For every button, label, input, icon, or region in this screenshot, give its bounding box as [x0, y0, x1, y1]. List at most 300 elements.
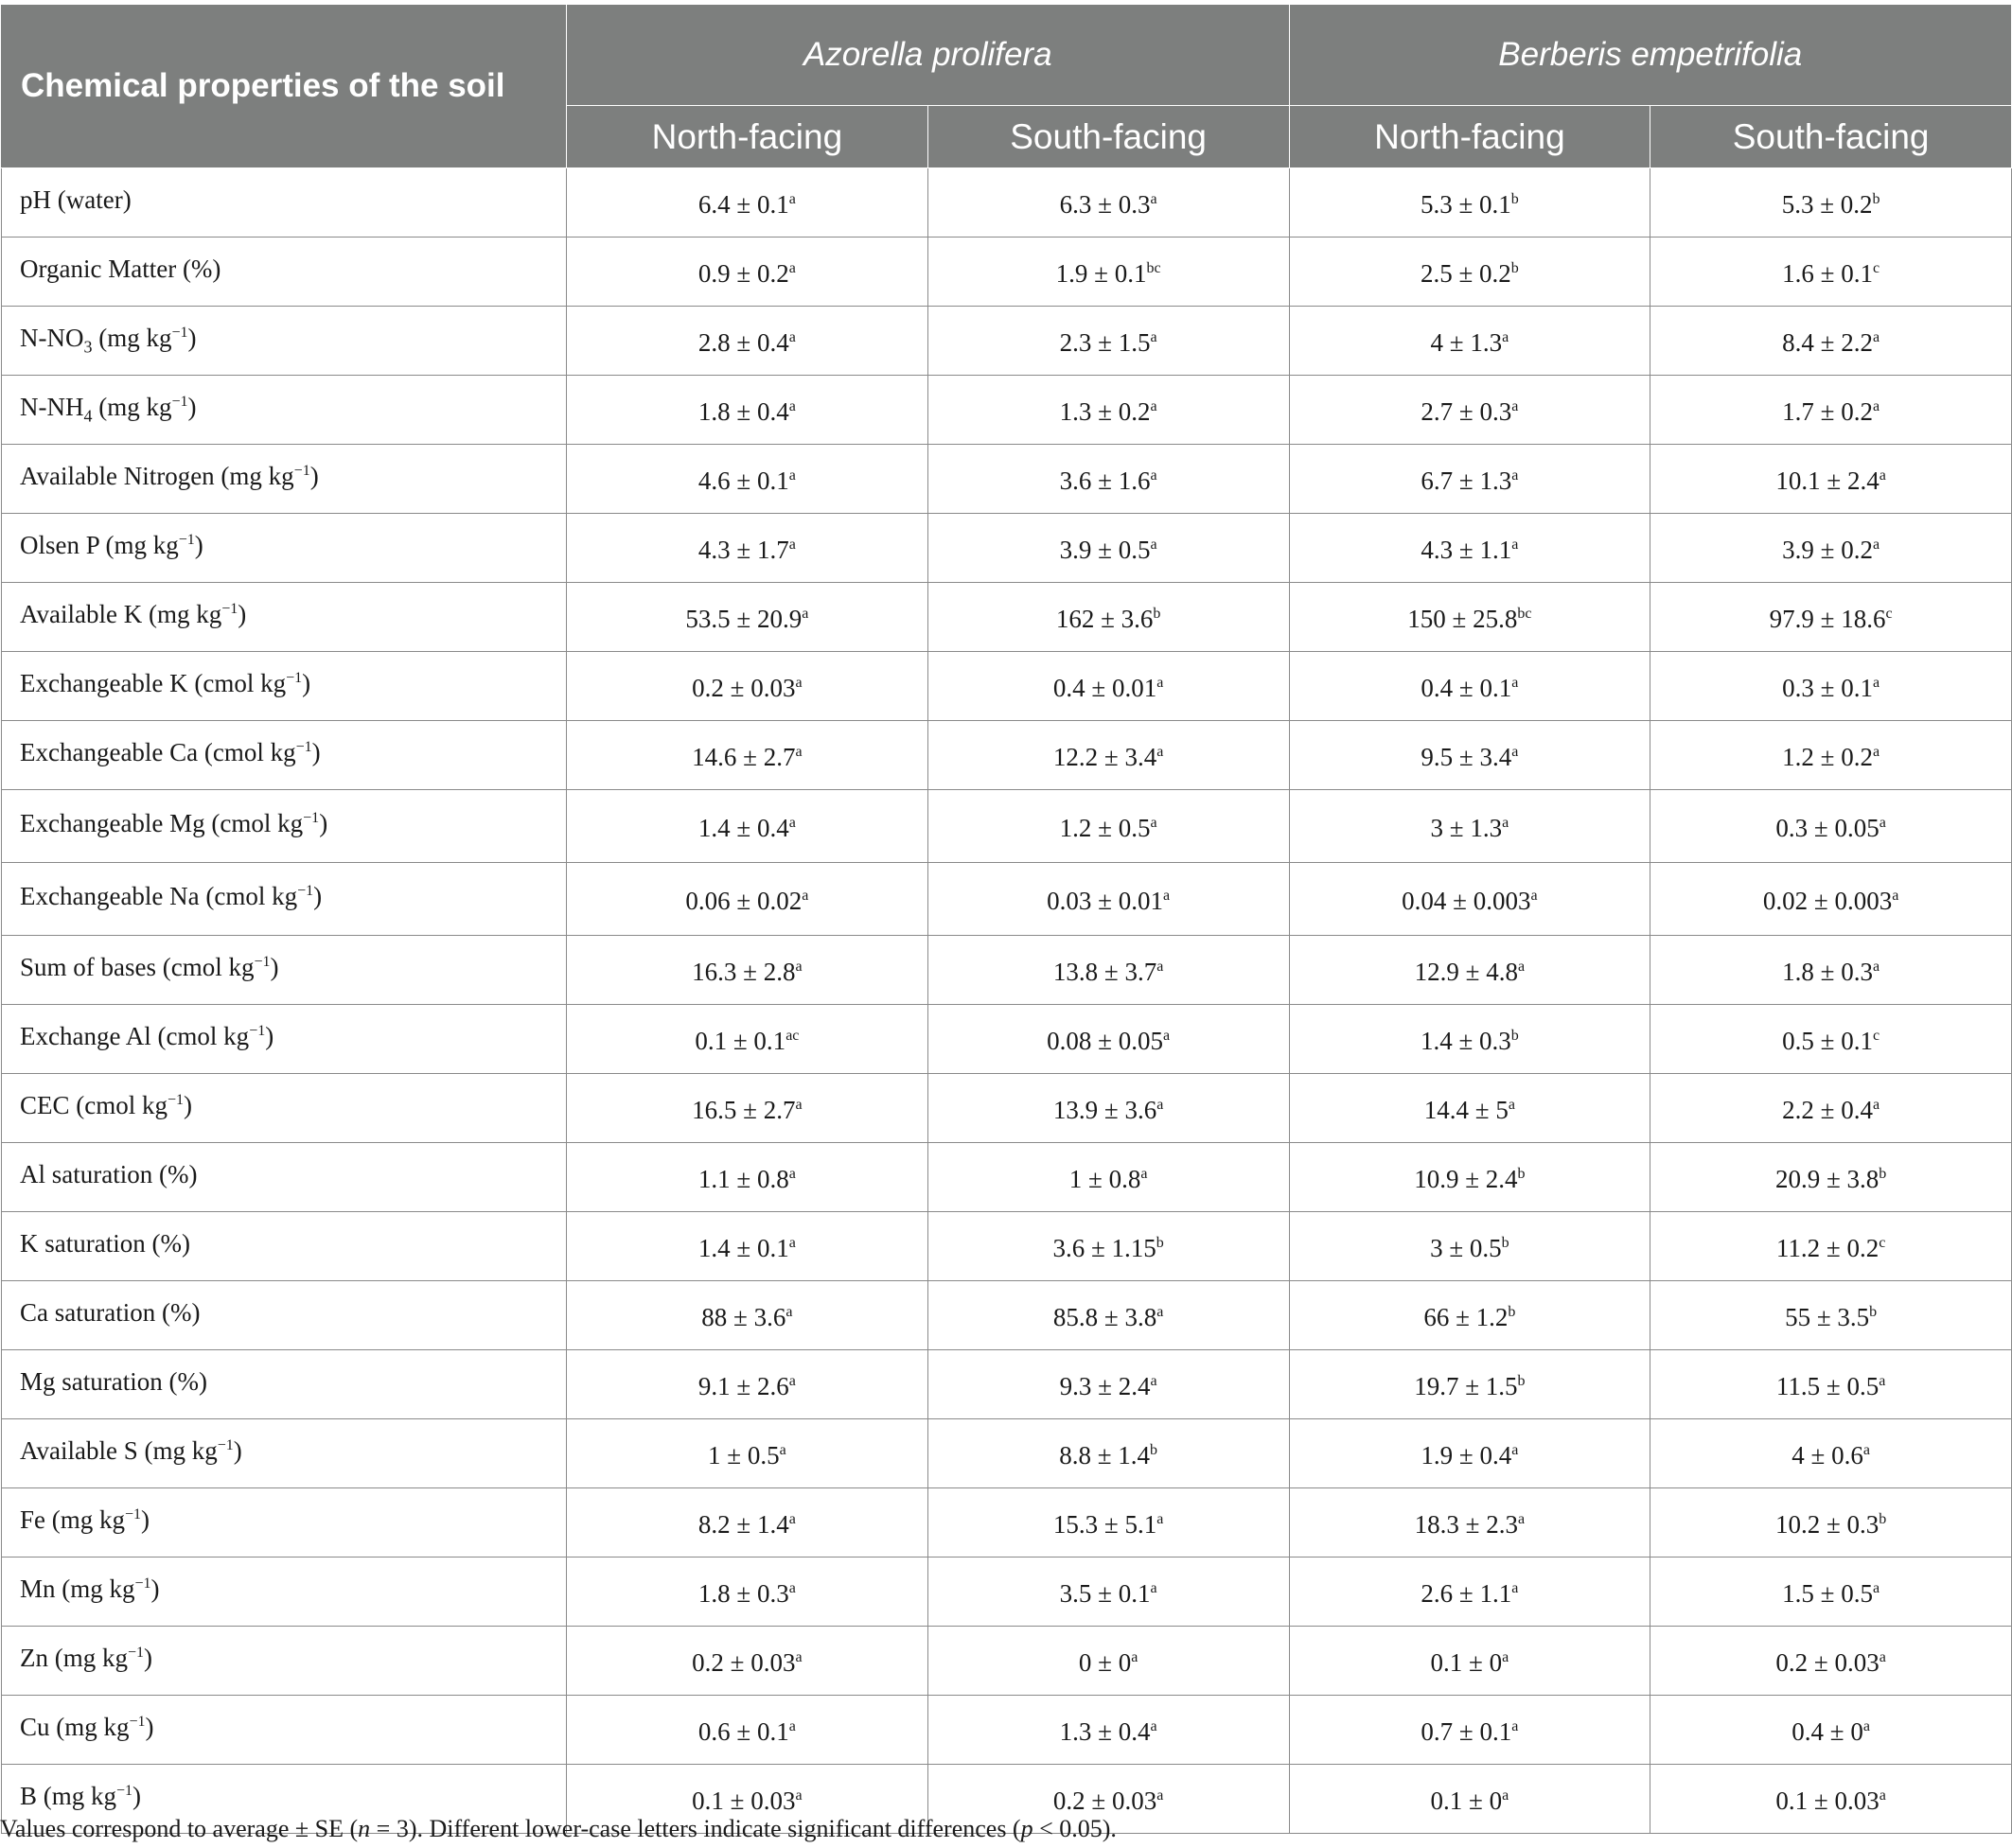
significance-letter: a	[1872, 397, 1880, 414]
significance-letter: a	[1502, 1786, 1509, 1804]
label-superscript: −1	[286, 669, 303, 686]
cell-value: 15.3 ± 5.1	[1052, 1509, 1157, 1539]
significance-letter: a	[1156, 743, 1164, 760]
significance-letter: a	[1150, 1717, 1157, 1734]
label-text: (mg kg	[92, 392, 172, 421]
significance-letter: a	[1150, 536, 1157, 553]
value-cell	[567, 1350, 928, 1419]
significance-letter: a	[1150, 466, 1157, 484]
cell-value: 0.06 ± 0.02	[685, 886, 803, 915]
label-superscript: −1	[297, 882, 314, 899]
significance-letter: a	[1517, 958, 1526, 975]
cell-value: 0.1 ± 0	[1430, 1647, 1503, 1677]
value-cell	[927, 583, 1289, 652]
label-text: Zn (mg kg	[20, 1643, 128, 1672]
label-superscript: −1	[125, 1505, 142, 1522]
value-cell	[567, 936, 928, 1005]
significance-letter: a	[1156, 1303, 1164, 1320]
table-row	[2, 863, 2012, 936]
significance-letter: a	[1150, 1372, 1157, 1389]
row-label	[2, 652, 567, 721]
significance-letter: a	[1872, 743, 1880, 760]
cell-value: 1.7 ± 0.2	[1782, 396, 1873, 426]
label-text: )	[311, 737, 321, 766]
cell-value: 0 ± 0	[1078, 1647, 1132, 1677]
significance-letter: b	[1872, 190, 1880, 207]
row-label	[2, 1350, 567, 1419]
significance-letter: a	[1872, 328, 1880, 345]
species-header-berberis: Berberis empetrifolia	[1289, 5, 2012, 106]
row-label	[2, 863, 567, 936]
value-cell	[927, 1143, 1289, 1212]
significance-letter: a	[1156, 1786, 1164, 1804]
significance-letter: a	[1879, 1786, 1886, 1804]
table-row	[2, 790, 2012, 863]
row-label	[2, 376, 567, 445]
row-label	[2, 1696, 567, 1765]
value-cell	[927, 1696, 1289, 1765]
value-cell	[567, 238, 928, 307]
cell-value: 8.2 ± 1.4	[697, 1509, 789, 1539]
value-cell	[927, 1212, 1289, 1281]
significance-letter: b	[1156, 1234, 1164, 1251]
value-cell	[1650, 936, 2012, 1005]
label-text: )	[265, 1021, 274, 1050]
significance-letter: a	[1511, 536, 1519, 553]
significance-letter: a	[788, 814, 796, 831]
table-row	[2, 721, 2012, 790]
row-label	[2, 790, 567, 863]
cell-value: 13.8 ± 3.7	[1052, 957, 1157, 986]
significance-letter: a	[788, 397, 796, 414]
footnote-text: Values correspond to average ± SE (	[0, 1815, 359, 1842]
cell-value: 13.9 ± 3.6	[1052, 1095, 1157, 1124]
cell-value: 0.2 ± 0.03	[692, 673, 796, 702]
value-cell	[567, 168, 928, 238]
cell-value: 11.5 ± 0.5	[1775, 1371, 1880, 1400]
value-cell	[927, 307, 1289, 376]
cell-value: 1 ± 0.5	[708, 1440, 780, 1470]
cell-value: 66 ± 1.2	[1423, 1302, 1509, 1331]
cell-value: 88 ± 3.6	[701, 1302, 786, 1331]
label-superscript: −1	[293, 462, 310, 479]
label-text: Available S (mg kg	[20, 1435, 218, 1465]
significance-letter: b	[1869, 1303, 1878, 1320]
cell-value: 14.4 ± 5	[1423, 1095, 1509, 1124]
cell-value: 2.3 ± 1.5	[1059, 327, 1151, 357]
cell-value: 8.8 ± 1.4	[1059, 1440, 1151, 1470]
significance-letter: a	[1872, 1579, 1880, 1596]
row-label	[2, 936, 567, 1005]
row-label	[2, 1558, 567, 1627]
table-row	[2, 583, 2012, 652]
cell-value: 0.02 ± 0.003	[1762, 886, 1893, 915]
value-cell	[1650, 790, 2012, 863]
label-subscript: 3	[83, 336, 93, 356]
cell-value: 0.2 ± 0.03	[692, 1647, 796, 1677]
significance-letter: a	[1530, 887, 1538, 904]
significance-letter: b	[1517, 1372, 1526, 1389]
cell-value: 16.5 ± 2.7	[692, 1095, 796, 1124]
cell-value: 0.2 ± 0.03	[1775, 1647, 1880, 1677]
row-label	[2, 168, 567, 238]
cell-value: 1 ± 0.8	[1068, 1164, 1141, 1193]
value-cell	[1650, 1696, 2012, 1765]
table-row	[2, 445, 2012, 514]
table-row	[2, 307, 2012, 376]
label-text: )	[194, 530, 203, 559]
label-text: )	[233, 1435, 242, 1465]
value-cell	[1289, 790, 1650, 863]
table-row	[2, 514, 2012, 583]
significance-letter: a	[1131, 1648, 1138, 1665]
significance-letter: a	[1502, 328, 1509, 345]
cell-value: 1.9 ± 0.1	[1055, 258, 1147, 288]
label-superscript: −1	[116, 1782, 133, 1799]
cell-value: 3 ± 0.5	[1430, 1233, 1502, 1262]
significance-letter: a	[788, 1234, 796, 1251]
label-superscript: −1	[249, 1022, 266, 1039]
significance-letter: a	[1502, 814, 1509, 831]
cell-value: 0.04 ± 0.003	[1402, 886, 1531, 915]
value-cell	[567, 790, 928, 863]
significance-letter: a	[795, 674, 803, 691]
cell-value: 0.4 ± 0.01	[1052, 673, 1157, 702]
significance-letter: a	[788, 1372, 796, 1389]
value-cell	[1650, 376, 2012, 445]
significance-letter: a	[788, 328, 796, 345]
cell-value: 10.9 ± 2.4	[1414, 1164, 1518, 1193]
row-label	[2, 1627, 567, 1696]
significance-letter: a	[1511, 674, 1519, 691]
table-footnote	[0, 1815, 1117, 1843]
value-cell	[1650, 1350, 2012, 1419]
cell-value: 0.1 ± 0.1	[695, 1026, 786, 1055]
table-container	[0, 4, 2012, 1834]
cell-value: 2.8 ± 0.4	[697, 327, 789, 357]
cell-value: 3.9 ± 0.5	[1059, 535, 1151, 564]
cell-value: 0.1 ± 0	[1430, 1786, 1503, 1815]
significance-letter: a	[1872, 536, 1880, 553]
value-cell	[567, 721, 928, 790]
significance-letter: c	[1872, 1027, 1880, 1044]
cell-value: 97.9 ± 18.6	[1769, 604, 1886, 633]
label-text: )	[270, 952, 279, 981]
footnote-text: = 3). Different lower-case letters indicate significant differences (	[370, 1815, 1021, 1842]
value-cell	[1650, 721, 2012, 790]
label-text: Exchangeable Mg (cmol kg	[20, 808, 304, 837]
label-superscript: −1	[221, 600, 238, 617]
value-cell	[1289, 1143, 1650, 1212]
cell-value: 8.4 ± 2.2	[1782, 327, 1873, 357]
row-label	[2, 1143, 567, 1212]
significance-letter: a	[1140, 1165, 1148, 1182]
cell-value: 1.8 ± 0.4	[697, 396, 789, 426]
value-cell	[567, 307, 928, 376]
significance-letter: a	[788, 1165, 796, 1182]
label-text: )	[187, 323, 197, 352]
cell-value: 1.4 ± 0.1	[697, 1233, 789, 1262]
value-cell	[567, 1627, 928, 1696]
significance-letter: a	[795, 743, 803, 760]
species-header-azorella: Azorella prolifera	[567, 5, 1290, 106]
significance-letter: b	[1879, 1510, 1887, 1527]
significance-letter: c	[1879, 1234, 1886, 1251]
value-cell	[567, 863, 928, 936]
significance-letter: a	[1511, 1441, 1519, 1458]
significance-letter: a	[1150, 190, 1157, 207]
value-cell	[1289, 1696, 1650, 1765]
value-cell	[927, 1488, 1289, 1558]
value-cell	[927, 376, 1289, 445]
value-cell	[1650, 1212, 2012, 1281]
label-superscript: −1	[254, 953, 271, 970]
label-text: Cu (mg kg	[20, 1712, 130, 1741]
label-text: (mg kg	[92, 323, 172, 352]
value-cell	[927, 238, 1289, 307]
significance-letter: a	[1517, 1510, 1526, 1527]
label-text: )	[132, 1781, 142, 1810]
value-cell	[927, 936, 1289, 1005]
cell-value: 4 ± 0.6	[1791, 1440, 1863, 1470]
significance-letter: b	[1510, 259, 1519, 276]
significance-letter: a	[802, 887, 809, 904]
label-text: Exchangeable Ca (cmol kg	[20, 737, 296, 766]
value-cell	[927, 1005, 1289, 1074]
label-text: Exchangeable K (cmol kg	[20, 668, 287, 697]
label-text: N-NH	[20, 392, 84, 421]
cell-value: 19.7 ± 1.5	[1414, 1371, 1518, 1400]
cell-value: 3.5 ± 0.1	[1059, 1578, 1151, 1608]
significance-letter: a	[788, 536, 796, 553]
significance-letter: a	[1511, 1579, 1519, 1596]
significance-letter: a	[795, 1786, 803, 1804]
significance-letter: b	[1510, 190, 1519, 207]
significance-letter: b	[1153, 605, 1161, 622]
cell-value: 16.3 ± 2.8	[692, 957, 796, 986]
cell-value: 0.9 ± 0.2	[697, 258, 789, 288]
value-cell	[567, 1281, 928, 1350]
value-cell	[927, 790, 1289, 863]
label-text: Al saturation (%)	[20, 1159, 198, 1188]
value-cell	[1289, 1005, 1650, 1074]
label-text: Available Nitrogen (mg kg	[20, 461, 294, 490]
label-text: )	[150, 1574, 160, 1603]
significance-letter: c	[1872, 259, 1880, 276]
label-text: )	[319, 808, 328, 837]
value-cell	[567, 1419, 928, 1488]
significance-letter: a	[1156, 1096, 1164, 1113]
value-cell	[1650, 1143, 2012, 1212]
label-text: )	[313, 881, 323, 910]
table-row	[2, 1074, 2012, 1143]
label-text: Fe (mg kg	[20, 1505, 125, 1534]
cell-value: 1.9 ± 0.4	[1421, 1440, 1512, 1470]
value-cell	[927, 1627, 1289, 1696]
value-cell	[1289, 168, 1650, 238]
cell-value: 11.2 ± 0.2	[1775, 1233, 1880, 1262]
label-superscript: −1	[134, 1575, 151, 1592]
cell-value: 12.2 ± 3.4	[1052, 742, 1157, 771]
footnote-text: < 0.05).	[1032, 1815, 1117, 1842]
significance-letter: a	[1502, 1648, 1509, 1665]
footnote-n-variable: n	[358, 1815, 371, 1842]
row-label	[2, 238, 567, 307]
row-label	[2, 1005, 567, 1074]
cell-value: 0.2 ± 0.03	[1052, 1786, 1157, 1815]
significance-letter: a	[1879, 1648, 1886, 1665]
value-cell	[1650, 238, 2012, 307]
value-cell	[1289, 445, 1650, 514]
significance-letter: b	[1501, 1234, 1509, 1251]
value-cell	[567, 376, 928, 445]
cell-value: 4 ± 1.3	[1430, 327, 1503, 357]
table-header	[2, 5, 2012, 168]
row-label	[2, 1419, 567, 1488]
table-row	[2, 376, 2012, 445]
value-cell	[1650, 1281, 2012, 1350]
label-superscript: −1	[303, 809, 320, 826]
table-row	[2, 652, 2012, 721]
cell-value: 6.7 ± 1.3	[1421, 466, 1512, 495]
label-text: )	[302, 668, 311, 697]
significance-letter: a	[1511, 743, 1519, 760]
significance-letter: a	[1862, 1441, 1870, 1458]
cell-value: 3.9 ± 0.2	[1782, 535, 1873, 564]
label-text: pH (water)	[20, 185, 132, 214]
value-cell	[927, 445, 1289, 514]
table-row	[2, 936, 2012, 1005]
table-row	[2, 1281, 2012, 1350]
cell-value: 12.9 ± 4.8	[1414, 957, 1518, 986]
cell-value: 10.1 ± 2.4	[1775, 466, 1880, 495]
cell-value: 1.8 ± 0.3	[697, 1578, 789, 1608]
cell-value: 2.2 ± 0.4	[1782, 1095, 1873, 1124]
value-cell	[567, 1074, 928, 1143]
label-text: Available K (mg kg	[20, 599, 222, 628]
significance-letter: a	[785, 1303, 793, 1320]
label-text: Olsen P (mg kg	[20, 530, 179, 559]
cell-value: 3.6 ± 1.15	[1052, 1233, 1156, 1262]
value-cell	[927, 652, 1289, 721]
cell-value: 0.1 ± 0.03	[692, 1786, 796, 1815]
cell-value: 10.2 ± 0.3	[1774, 1509, 1880, 1539]
label-subscript: 4	[83, 405, 93, 425]
significance-letter: a	[1892, 887, 1899, 904]
value-cell	[1289, 1419, 1650, 1488]
cell-value: 20.9 ± 3.8	[1774, 1164, 1880, 1193]
value-cell	[1650, 863, 2012, 936]
label-text: B (mg kg	[20, 1781, 117, 1810]
label-text: )	[238, 599, 247, 628]
value-cell	[1650, 652, 2012, 721]
significance-letter: a	[795, 1096, 803, 1113]
significance-letter: a	[779, 1441, 786, 1458]
significance-letter: a	[1879, 1372, 1886, 1389]
value-cell	[1289, 1350, 1650, 1419]
cell-value: 9.1 ± 2.6	[697, 1371, 789, 1400]
cell-value: 53.5 ± 20.9	[685, 604, 803, 633]
significance-letter: a	[788, 190, 796, 207]
value-cell	[567, 1558, 928, 1627]
cell-value: 0.6 ± 0.1	[697, 1716, 789, 1746]
cell-value: 0.08 ± 0.05	[1047, 1026, 1163, 1055]
row-label	[2, 1488, 567, 1558]
cell-value: 162 ± 3.6	[1055, 604, 1154, 633]
value-cell	[1289, 863, 1650, 936]
significance-letter: a	[788, 1717, 796, 1734]
value-cell	[1289, 721, 1650, 790]
value-cell	[1289, 1212, 1650, 1281]
cell-value: 3 ± 1.3	[1430, 813, 1503, 842]
table-body	[2, 168, 2012, 1834]
value-cell	[1650, 445, 2012, 514]
cell-value: 5.3 ± 0.2	[1781, 189, 1873, 219]
cell-value: 0.03 ± 0.01	[1047, 886, 1163, 915]
label-text: )	[141, 1505, 150, 1534]
row-label	[2, 583, 567, 652]
cell-value: 9.3 ± 2.4	[1059, 1371, 1151, 1400]
table-row	[2, 168, 2012, 238]
label-superscript: −1	[295, 738, 312, 755]
significance-letter: a	[788, 466, 796, 484]
cell-value: 1.4 ± 0.3	[1420, 1026, 1511, 1055]
corner-header: Chemical properties of the soil	[2, 5, 567, 168]
label-text: )	[187, 392, 197, 421]
significance-letter: a	[1150, 397, 1157, 414]
significance-letter: a	[1150, 1579, 1157, 1596]
significance-letter: bc	[1517, 605, 1532, 622]
significance-letter: a	[1511, 1717, 1519, 1734]
significance-letter: a	[1156, 958, 1164, 975]
value-cell	[567, 1696, 928, 1765]
label-text: )	[145, 1712, 154, 1741]
cell-value: 0.7 ± 0.1	[1421, 1716, 1512, 1746]
value-cell	[567, 1005, 928, 1074]
value-cell	[927, 1281, 1289, 1350]
table-row	[2, 1350, 2012, 1419]
significance-letter: b	[1879, 1165, 1887, 1182]
cell-value: 1.2 ± 0.5	[1059, 813, 1151, 842]
row-label	[2, 1074, 567, 1143]
label-text: Exchangeable Na (cmol kg	[20, 881, 298, 910]
cell-value: 9.5 ± 3.4	[1421, 742, 1512, 771]
cell-value: 1.6 ± 0.1	[1782, 258, 1873, 288]
cell-value: 55 ± 3.5	[1785, 1302, 1870, 1331]
value-cell	[927, 1074, 1289, 1143]
value-cell	[1650, 1488, 2012, 1558]
cell-value: 1.1 ± 0.8	[697, 1164, 789, 1193]
value-cell	[927, 721, 1289, 790]
value-cell	[1289, 1627, 1650, 1696]
value-cell	[1289, 1488, 1650, 1558]
significance-letter: a	[1511, 397, 1519, 414]
label-superscript: −1	[171, 393, 188, 410]
cell-value: 2.6 ± 1.1	[1421, 1578, 1512, 1608]
cell-value: 0.5 ± 0.1	[1782, 1026, 1873, 1055]
soil-chemistry-table	[1, 4, 2012, 1834]
value-cell	[1650, 1005, 2012, 1074]
value-cell	[567, 445, 928, 514]
cell-value: 0.4 ± 0	[1791, 1716, 1863, 1746]
row-label	[2, 514, 567, 583]
cell-value: 1.4 ± 0.4	[697, 813, 789, 842]
cell-value: 0.3 ± 0.1	[1782, 673, 1873, 702]
significance-letter: a	[1156, 1510, 1164, 1527]
significance-letter: a	[1150, 814, 1157, 831]
value-cell	[1289, 307, 1650, 376]
aspect-header: South-facing	[1650, 106, 2012, 168]
